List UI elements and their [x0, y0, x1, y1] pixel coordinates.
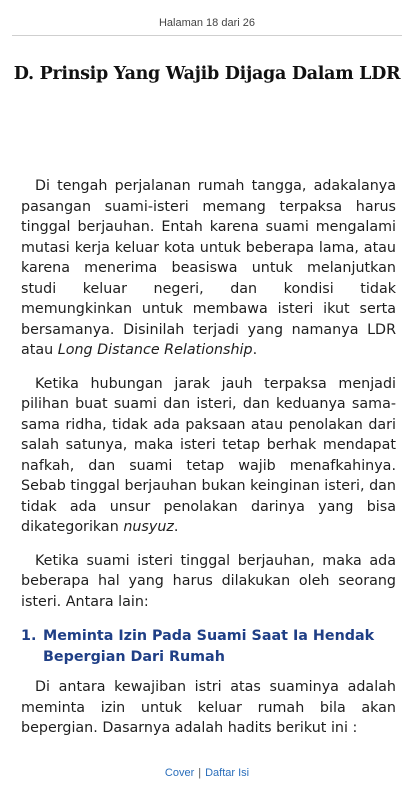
paragraph-end: .: [173, 519, 179, 535]
section-heading-line1: Meminta Izin Pada Suami Saat Ia Hendak: [43, 628, 375, 644]
footer-nav: [0, 767, 414, 779]
body-content: [21, 176, 396, 752]
italic-term: Long Distance Relationship: [57, 342, 253, 358]
header-divider: [12, 35, 402, 36]
section-heading: [21, 626, 396, 668]
paragraph-izin: Di antara kewajiban istri atas suaminya adalah meminta izin untuk keluar rumah bila akan bepergian. Dasarnya adalah hadits berikut ini :: [21, 679, 396, 736]
cover-link[interactable]: Cover: [164, 767, 195, 779]
page-indicator: Halaman 18 dari 26: [158, 17, 255, 29]
paragraph-text: Di tengah perjalanan rumah tangga, adakalanya pasangan suami-isteri memang terpaksa harus tinggal berjauhan. Entah karena suami mengalami mutasi kerja keluar kota untuk beberapa lama, atau karena menerima beasiswa untuk melanjutkan studi keluar negeri, dan kondisi tidak memungkinkan untuk membawa isteri ikut serta bersamanya. Disinilah terjadi yang namanya LDR atau: [21, 178, 396, 358]
paragraph-end: .: [252, 342, 258, 358]
paragraph-list-intro: Ketika suami isteri tinggal berjauhan, maka ada beberapa hal yang harus dilakukan oleh seorang isteri. Antara lain:: [21, 552, 396, 610]
chapter-title: D. Prinsip Yang Wajib Dijaga Dalam LDR: [13, 64, 401, 84]
section-heading-line2: Bepergian Dari Rumah: [43, 649, 225, 665]
section-number: 1.: [21, 628, 37, 644]
paragraph-intro: [21, 176, 396, 361]
footer-separator: |: [198, 767, 202, 779]
table-of-contents-link[interactable]: Daftar Isi: [205, 767, 250, 779]
paragraph-text: Ketika hubungan jarak jauh terpaksa menjadi pilihan buat suami dan isteri, dan keduanya sama-sama ridha, tidak ada paksaan atau penolakan dari salah satunya, maka isteri tetap berhak mendapat nafkah, dan suami tetap wajib menafkahinya. Sebab tinggal berjauhan bukan keinginan isteri, dan tidak ada unsur penolakan darinya yang bisa dikategorikan: [21, 375, 396, 535]
italic-term: nusyuz: [123, 519, 174, 535]
paragraph-nafkah: [21, 374, 396, 538]
